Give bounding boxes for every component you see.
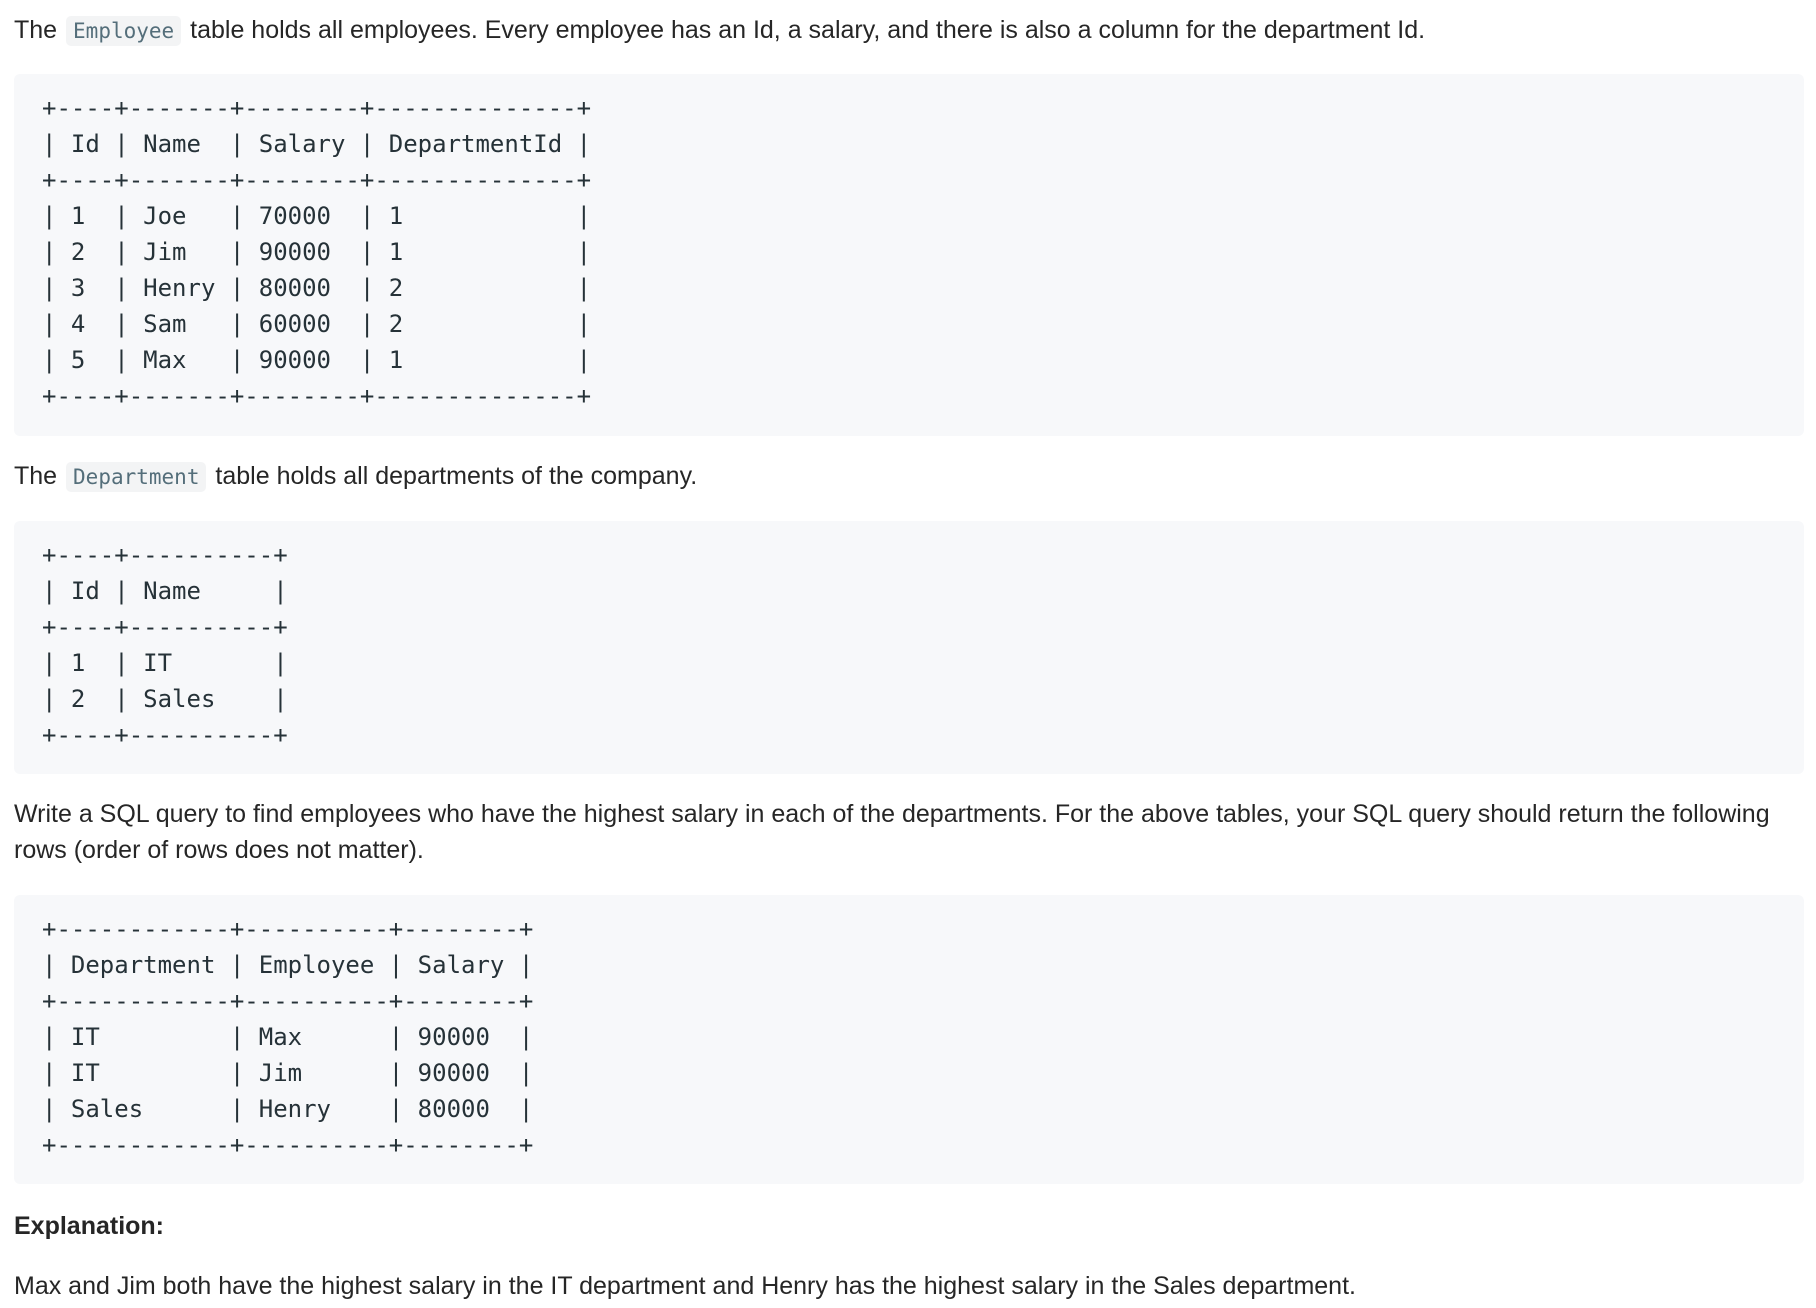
department-intro-after-text: table holds all departments of the company. <box>208 462 698 490</box>
question-text: Write a SQL query to find employees who have the highest salary in each of the departments. For the above tables, your SQL query should return the following rows (order of rows does not matter). <box>14 800 1770 864</box>
result-table-text: +------------+----------+--------+ | Department | Employee | Salary | +------------+----------+--------+ | IT | Max | 90000 | | IT | Jim | 90000 | | Sales | Henry | 80000 | +------------+----------+--------+ <box>42 915 534 1159</box>
intro-before-text: The <box>14 16 65 44</box>
employee-table-block <box>14 74 1804 436</box>
department-inline-code: Department <box>66 462 206 492</box>
department-table-intro <box>14 458 1794 495</box>
explanation-heading <box>14 1208 1794 1244</box>
department-table-text: +----+----------+ | Id | Name | +----+----------+ | 1 | IT | | 2 | Sales | +----+----------+ <box>42 541 288 749</box>
result-table-block <box>14 895 1804 1184</box>
employee-table-intro <box>14 12 1794 49</box>
intro-after-text: table holds all employees. Every employee has an Id, a salary, and there is also a column for the department Id. <box>183 16 1426 44</box>
employee-inline-code: Employee <box>66 16 181 46</box>
explanation-text: Max and Jim both have the highest salary in the IT department and Henry has the highest salary in the Sales department. <box>14 1272 1356 1300</box>
explanation-heading-text: Explanation: <box>14 1212 165 1240</box>
employee-table-text: +----+-------+--------+--------------+ | Id | Name | Salary | DepartmentId | +----+-------+--------+--------------+ | 1 | Joe | 70000 | 1 | | 2 | Jim | 90000 | 1 | | 3 | Henry | 80000 | 2 | | 4 | Sam | 60000 | 2 | | 5 | Max | 90000 | 1 | +----+-------+--------+--------------+ <box>42 94 592 410</box>
department-table-block <box>14 521 1804 774</box>
department-intro-before-text: The <box>14 462 65 490</box>
